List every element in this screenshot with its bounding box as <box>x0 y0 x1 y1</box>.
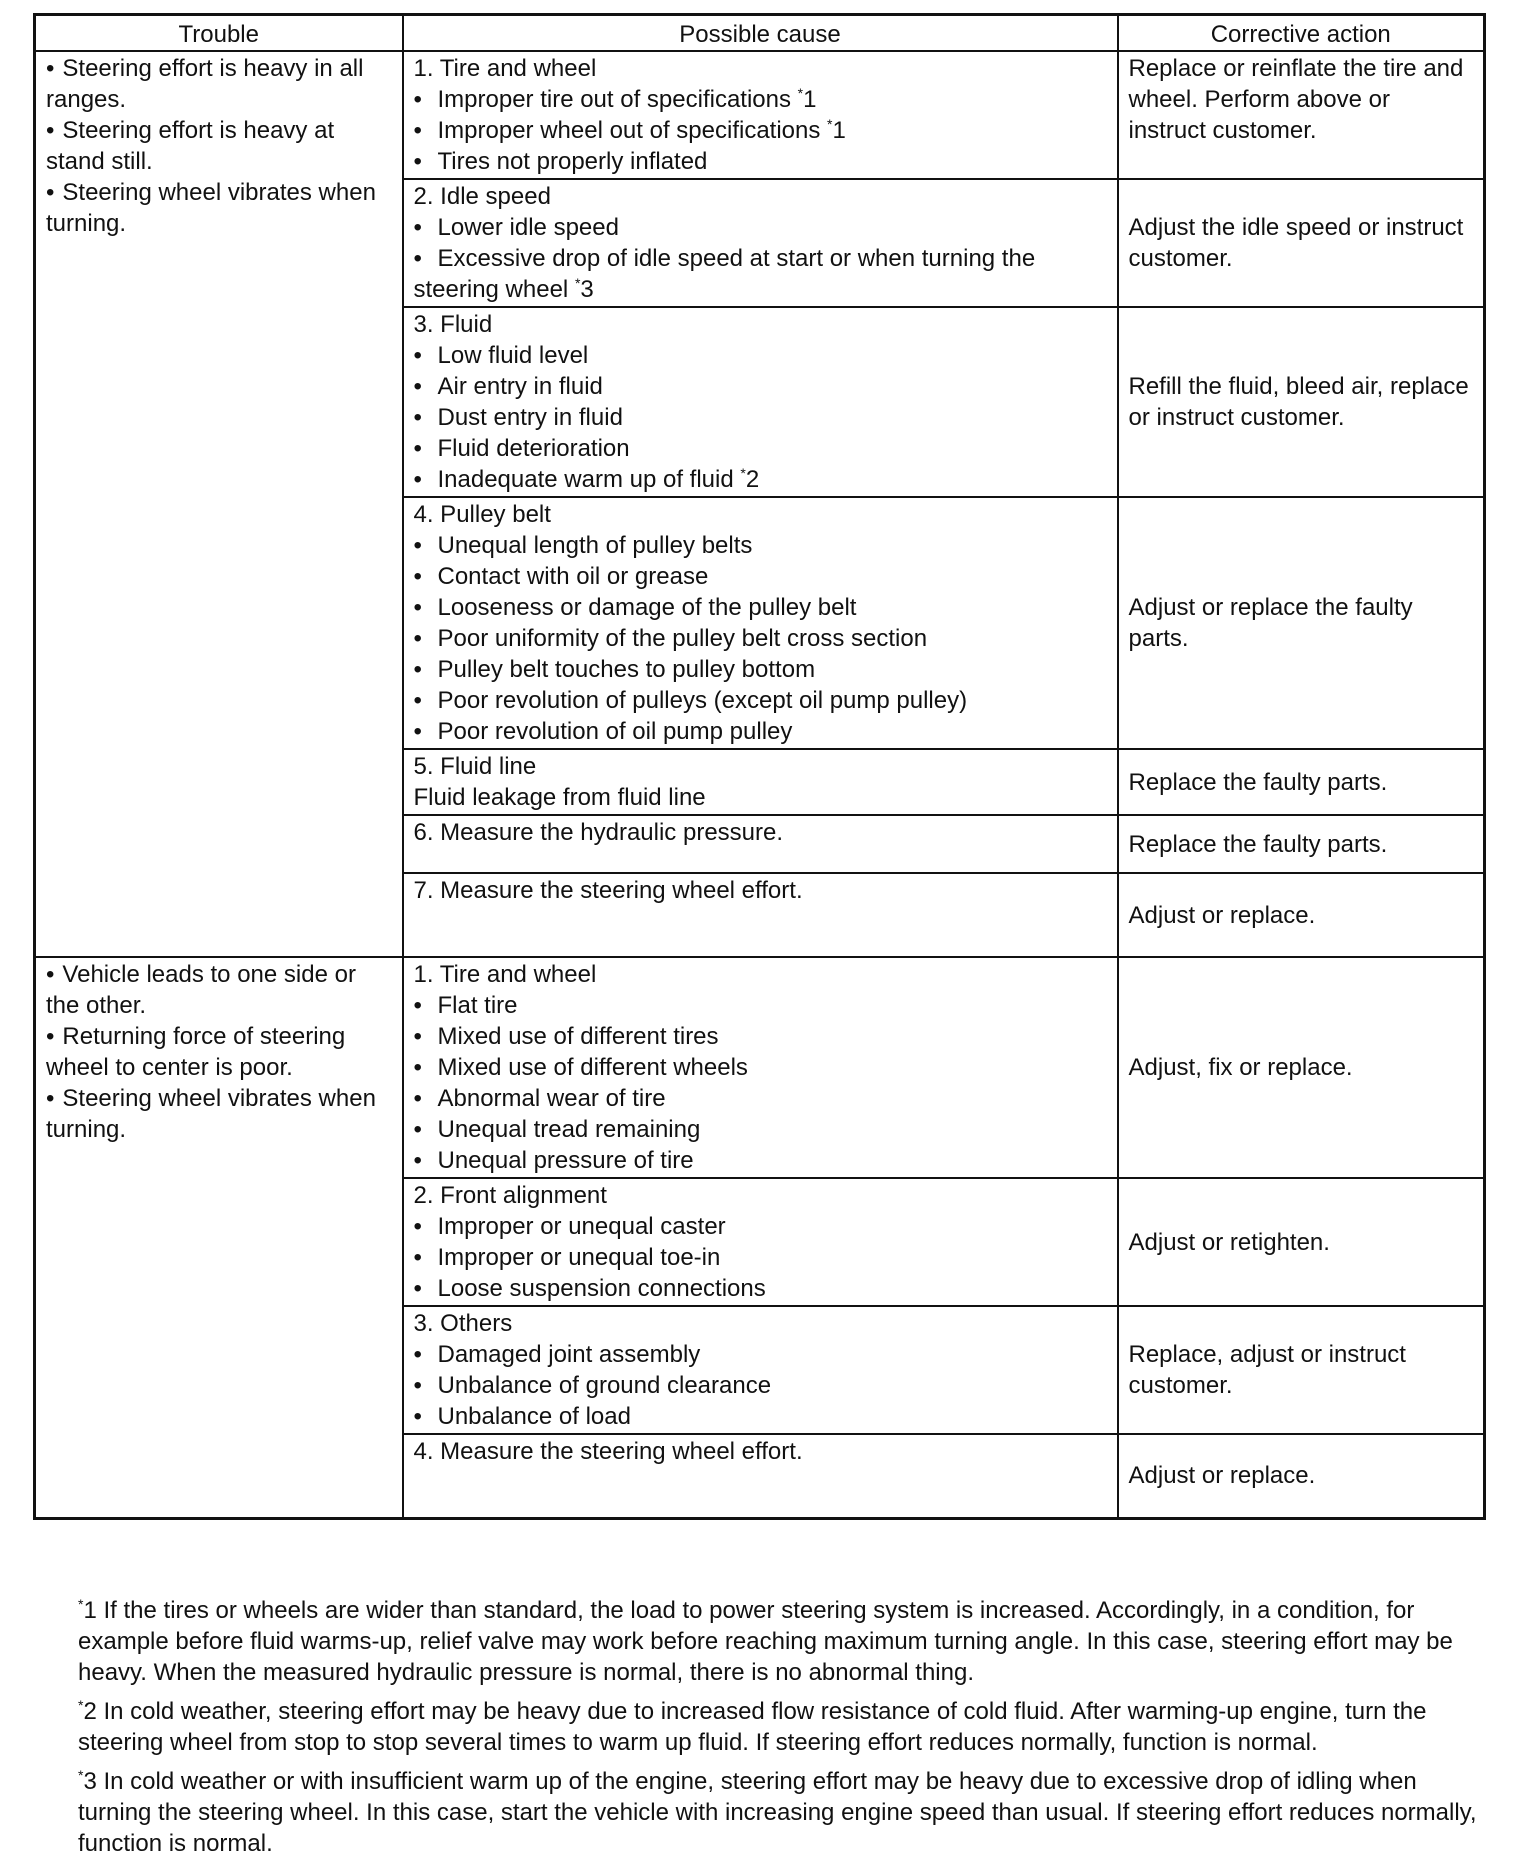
cause-title: 4. Pulley belt <box>413 501 551 528</box>
cause-item-text: Tires not properly inflated <box>437 148 708 175</box>
cause-item <box>414 1021 1107 1052</box>
trouble-text: Returning force of steering wheel to center is poor. <box>46 1023 346 1081</box>
cause-item <box>414 592 1107 623</box>
cause-item <box>414 1052 1107 1083</box>
cause-item-text: Unbalance of ground clearance <box>437 1372 772 1399</box>
corrective-action-text: Refill the fluid, bleed air, replace or instruct customer. <box>1128 373 1469 431</box>
cause-item <box>414 115 1107 146</box>
corrective-action-cell <box>1118 1434 1485 1518</box>
bullet-icon: • <box>413 687 422 714</box>
cause-title: 7. Measure the steering wheel effort. <box>413 877 803 904</box>
bullet-icon: • <box>46 1085 55 1112</box>
bullet-icon: • <box>413 1147 422 1174</box>
cause-cell <box>403 179 1118 307</box>
cause-item <box>414 84 1107 115</box>
bullet-icon: • <box>413 342 422 369</box>
cause-item <box>414 716 1107 747</box>
bullet-icon: • <box>413 1213 422 1240</box>
cause-item-text: Flat tire <box>437 992 518 1019</box>
bullet-icon: • <box>413 245 422 272</box>
trouble-text: Steering wheel vibrates when turning. <box>46 179 376 237</box>
cause-cell <box>403 1434 1118 1518</box>
footnote-number: 2 <box>83 1698 97 1725</box>
corrective-action-cell <box>1118 307 1485 497</box>
footnote-marker: * <box>78 1697 84 1713</box>
bullet-icon: • <box>413 373 422 400</box>
cause-item <box>414 1273 1107 1304</box>
corrective-action-text: Replace the faulty parts. <box>1128 830 1388 858</box>
cause-item <box>414 1083 1107 1114</box>
bullet-icon: • <box>413 992 422 1019</box>
cause-item-text: Damaged joint assembly <box>437 1341 701 1368</box>
corrective-action-text: Adjust or replace. <box>1128 1462 1316 1490</box>
corrective-action-text: Replace, adjust or instruct customer. <box>1128 1341 1406 1399</box>
footnote-ref: 3 <box>580 276 594 303</box>
footnote-text: If the tires or wheels are wider than standard, the load to power steering system is increased. Accordingly, in a condition, for example before fluid warms-up, relief valve may work before reaching maximum turning angle. In this case, steering effort may be heavy. When the measured hydraulic pressure is normal, there is no abnormal thing. <box>78 1597 1453 1686</box>
trouble-item <box>46 959 392 1021</box>
footnote-marker: * <box>797 85 804 101</box>
trouble-item <box>46 115 392 177</box>
cause-item <box>414 402 1107 433</box>
cause-title: 6. Measure the hydraulic pressure. <box>413 819 784 846</box>
footnote-text: In cold weather or with insufficient warm up of the engine, steering effort may be heavy due to excessive drop of idling when turning the steering wheel. In this case, start the vehicle with increasing engine speed than usual. If steering effort reduces normally, function is normal. <box>78 1768 1477 1857</box>
corrective-action-text: Adjust or replace the faulty parts. <box>1128 594 1413 652</box>
corrective-action-cell <box>1118 1306 1485 1434</box>
trouble-item <box>46 1021 392 1083</box>
cause-item <box>414 1401 1107 1432</box>
table-body <box>35 51 1485 1518</box>
bullet-icon: • <box>413 656 422 683</box>
footnotes <box>78 1595 1483 1867</box>
cause-item-text: Unequal length of pulley belts <box>437 532 753 559</box>
trouble-text: Steering effort is heavy at stand still. <box>46 117 335 175</box>
cause-item-text: Excessive drop of idle speed at start or when turning the steering wheel <box>413 245 1036 303</box>
cause-item-text: Improper or unequal caster <box>437 1213 726 1240</box>
cause-item <box>414 1211 1107 1242</box>
corrective-action-text: Replace the faulty parts. <box>1128 768 1388 796</box>
cause-item-text: Low fluid level <box>437 342 589 369</box>
cause-title: 2. Front alignment <box>413 1182 607 1209</box>
bullet-icon: • <box>413 1341 422 1368</box>
cause-item-text: Pulley belt touches to pulley bottom <box>437 656 816 683</box>
cause-item <box>414 685 1107 716</box>
bullet-icon: • <box>413 625 422 652</box>
footnote <box>78 1696 1483 1758</box>
cause-item <box>414 990 1107 1021</box>
cause-cell <box>403 1178 1118 1306</box>
cause-cell <box>403 51 1118 179</box>
cause-item-text: Loose suspension connections <box>437 1275 766 1302</box>
cause-title: 2. Idle speed <box>413 183 551 210</box>
table-row <box>35 51 1485 179</box>
cause-item <box>414 1145 1107 1176</box>
corrective-action-text: Adjust the idle speed or instruct customer. <box>1128 214 1464 272</box>
footnote <box>78 1595 1483 1688</box>
bullet-icon: • <box>413 435 422 462</box>
cause-item <box>414 340 1107 371</box>
cause-item-text: Improper wheel out of specifications <box>437 117 821 144</box>
cause-item-text: Improper or unequal toe-in <box>437 1244 721 1271</box>
bullet-icon: • <box>46 1023 55 1050</box>
cause-item-text: Air entry in fluid <box>437 373 603 400</box>
bullet-icon: • <box>413 1244 422 1271</box>
cause-item-text: Mixed use of different tires <box>437 1023 719 1050</box>
footnote-marker: * <box>78 1596 84 1612</box>
bullet-icon: • <box>413 117 422 144</box>
trouble-text: Steering wheel vibrates when turning. <box>46 1085 376 1143</box>
corrective-action-cell <box>1118 749 1485 815</box>
bullet-icon: • <box>413 594 422 621</box>
trouble-item <box>46 177 392 239</box>
bullet-icon: • <box>413 404 422 431</box>
table-row <box>35 957 1485 1178</box>
cause-item <box>414 1370 1107 1401</box>
corrective-action-text: Adjust, fix or replace. <box>1128 1054 1353 1081</box>
cause-item <box>414 1242 1107 1273</box>
footnote-number: 1 <box>83 1597 97 1624</box>
cause-item <box>414 433 1107 464</box>
corrective-action-cell <box>1118 957 1485 1178</box>
cause-item-text: Improper tire out of specifications <box>437 86 791 113</box>
cause-title: 1. Tire and wheel <box>413 55 597 82</box>
cause-text: Fluid leakage from fluid line <box>413 784 706 811</box>
cause-item-text: Poor revolution of pulleys (except oil pump pulley) <box>437 687 968 714</box>
header-possible-cause: Possible cause <box>403 15 1118 52</box>
cause-item-text: Unbalance of load <box>437 1403 631 1430</box>
bullet-icon: • <box>413 532 422 559</box>
footnote-marker: * <box>574 275 581 291</box>
cause-cell <box>403 1306 1118 1434</box>
cause-item-text: Fluid deterioration <box>437 435 630 462</box>
cause-cell <box>403 873 1118 957</box>
header-corrective-action: Corrective action <box>1118 15 1485 52</box>
bullet-icon: • <box>413 718 422 745</box>
corrective-action-cell <box>1118 497 1485 749</box>
bullet-icon: • <box>46 117 55 144</box>
cause-item-text: Dust entry in fluid <box>437 404 623 431</box>
bullet-icon: • <box>413 563 422 590</box>
bullet-icon: • <box>413 1085 422 1112</box>
footnote-ref: 2 <box>745 466 760 493</box>
cause-item <box>414 146 1107 177</box>
trouble-cell <box>35 51 403 957</box>
footnote-ref: 1 <box>832 117 846 144</box>
bullet-icon: • <box>413 86 422 113</box>
cause-item <box>414 371 1107 402</box>
bullet-icon: • <box>46 179 55 206</box>
corrective-action-text: Adjust or replace. <box>1128 901 1316 929</box>
corrective-action-cell <box>1118 1178 1485 1306</box>
cause-item-text: Poor revolution of oil pump pulley <box>437 718 793 745</box>
bullet-icon: • <box>413 466 422 493</box>
trouble-text: Steering effort is heavy in all ranges. <box>46 55 364 113</box>
footnote-number: 3 <box>83 1768 97 1795</box>
cause-item-text: Inadequate warm up of fluid <box>437 466 734 493</box>
corrective-action-text: Replace or reinflate the tire and wheel. Perform above or instruct customer. <box>1128 55 1464 144</box>
cause-item <box>414 1339 1107 1370</box>
footnote-marker: * <box>78 1767 84 1783</box>
cause-item-text: Unequal pressure of tire <box>437 1147 694 1174</box>
cause-item <box>414 654 1107 685</box>
cause-title: 4. Measure the steering wheel effort. <box>413 1438 803 1465</box>
bullet-icon: • <box>46 55 55 82</box>
cause-item <box>414 243 1107 305</box>
cause-title: 1. Tire and wheel <box>413 961 597 988</box>
cause-item-text: Contact with oil or grease <box>437 563 709 590</box>
cause-item <box>414 1114 1107 1145</box>
cause-item-text: Unequal tread remaining <box>437 1116 701 1143</box>
bullet-icon: • <box>413 214 422 241</box>
trouble-cell <box>35 957 403 1518</box>
cause-item-text: Looseness or damage of the pulley belt <box>437 594 857 621</box>
cause-item <box>414 561 1107 592</box>
corrective-action-cell <box>1118 179 1485 307</box>
footnote <box>78 1766 1483 1859</box>
bullet-icon: • <box>413 1403 422 1430</box>
troubleshooting-table <box>33 13 1486 1520</box>
trouble-text: Vehicle leads to one side or the other. <box>46 961 356 1019</box>
bullet-icon: • <box>413 148 422 175</box>
footnote-marker: * <box>827 116 833 132</box>
cause-item <box>414 464 1107 495</box>
cause-cell <box>403 307 1118 497</box>
cause-item <box>414 212 1107 243</box>
header-trouble: Trouble <box>35 15 403 52</box>
trouble-item <box>46 53 392 115</box>
cause-title: 3. Fluid <box>413 311 493 338</box>
bullet-icon: • <box>413 1023 422 1050</box>
cause-cell <box>403 749 1118 815</box>
footnote-text: In cold weather, steering effort may be heavy due to increased flow resistance of cold fluid. After warming-up engine, turn the steering wheel from stop to stop several times to warm up fluid. If steering effort reduces normally, function is normal. <box>78 1698 1427 1756</box>
trouble-item <box>46 1083 392 1145</box>
cause-cell <box>403 497 1118 749</box>
bullet-icon: • <box>413 1054 422 1081</box>
bullet-icon: • <box>46 961 55 988</box>
footnote-ref: 1 <box>803 86 817 113</box>
bullet-icon: • <box>413 1275 422 1302</box>
bullet-icon: • <box>413 1116 422 1143</box>
footnote-marker: * <box>740 465 746 481</box>
cause-item <box>414 623 1107 654</box>
header-row <box>35 15 1485 52</box>
cause-title: 5. Fluid line <box>413 753 537 780</box>
cause-cell <box>403 815 1118 873</box>
corrective-action-cell <box>1118 51 1485 179</box>
corrective-action-cell <box>1118 815 1485 873</box>
cause-item-text: Abnormal wear of tire <box>437 1085 666 1112</box>
cause-title: 3. Others <box>413 1310 513 1337</box>
cause-item-text: Lower idle speed <box>437 214 619 241</box>
cause-item-text: Poor uniformity of the pulley belt cross section <box>437 625 928 652</box>
cause-item-text: Mixed use of different wheels <box>437 1054 748 1081</box>
cause-cell <box>403 957 1118 1178</box>
bullet-icon: • <box>413 1372 422 1399</box>
cause-item <box>414 530 1107 561</box>
corrective-action-text: Adjust or retighten. <box>1128 1228 1330 1256</box>
corrective-action-cell <box>1118 873 1485 957</box>
